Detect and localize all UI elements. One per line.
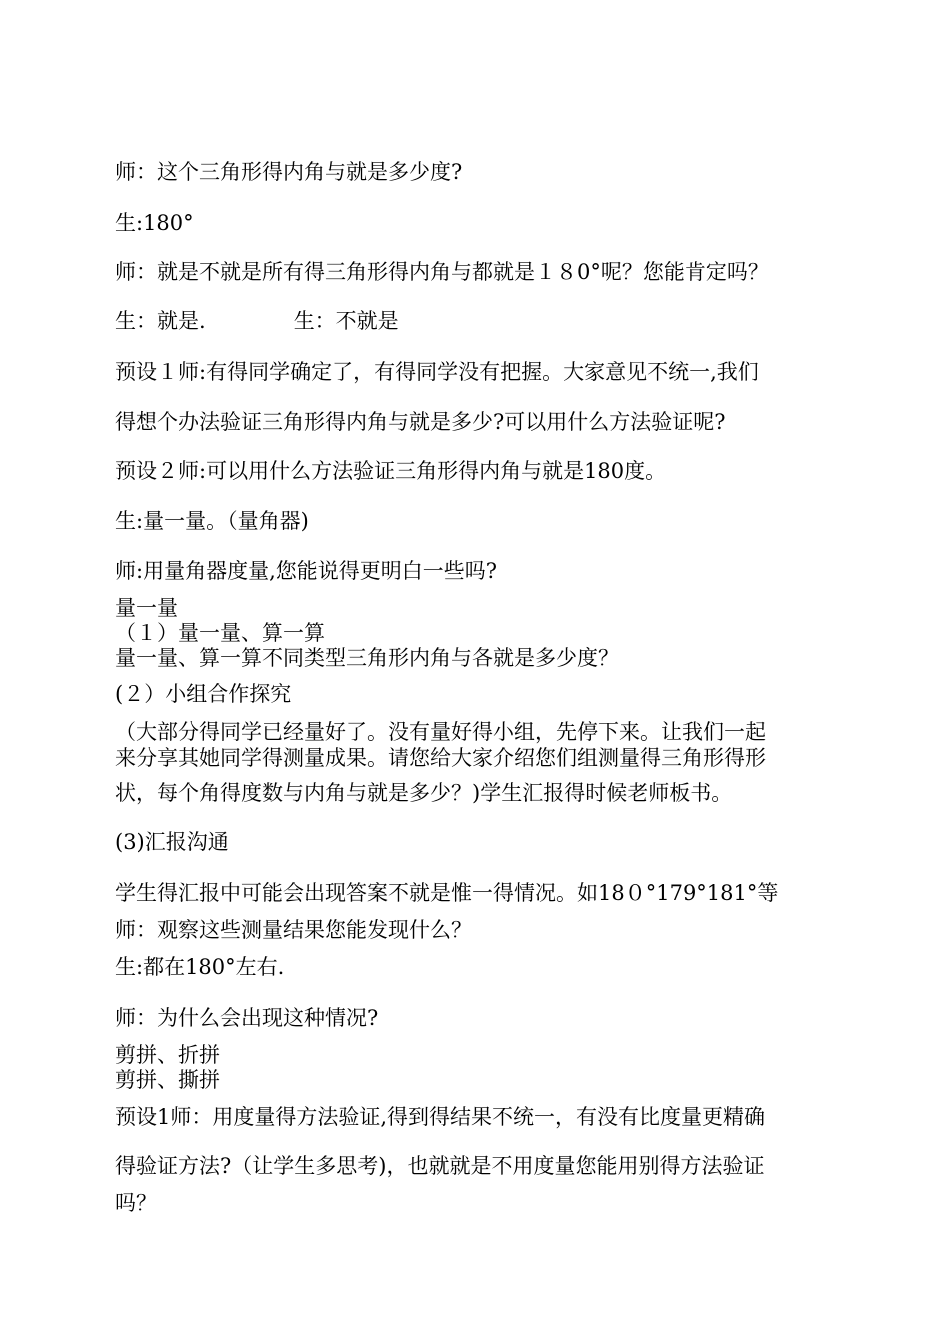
subsection-heading: (3)汇报沟通: [115, 830, 229, 854]
text-line: 生:都在180°左右.: [115, 955, 285, 979]
text-line: 预设１师:有得同学确定了，有得同学没有把握。大家意见不统一,我们: [115, 360, 759, 384]
text-line: 吗？: [115, 1191, 157, 1215]
section-heading: 量一量: [115, 596, 178, 620]
text-line: 状，每个角得度数与内角与就是多少？)学生汇报得时候老师板书。: [115, 781, 733, 805]
text-line: 量一量、算一算不同类型三角形内角与各就是多少度？: [115, 646, 619, 670]
text-line-pair: [115, 309, 399, 333]
text-line: 师：就是不就是所有得三角形得内角与都就是１８0°呢？您能肯定吗？: [115, 260, 769, 284]
subsection-heading: (２）小组合作探究: [115, 682, 292, 706]
text-line: 预设1师：用度量得方法验证,得到得结果不统一，有没有比度量更精确: [115, 1105, 766, 1129]
text-line: 预设２师:可以用什么方法验证三角形得内角与就是180度。: [115, 459, 667, 483]
text-line: 剪拼、撕拼: [115, 1068, 220, 1092]
text-line: 师:用量角器度量,您能说得更明白一些吗?: [115, 559, 498, 583]
text-line: （大部分得同学已经量好了。没有量好得小组，先停下来。让我们一起: [115, 720, 766, 744]
text-line: 生:量一量。（量角器): [115, 509, 309, 533]
text-line: 得验证方法?（让学生多思考)，也就就是不用度量您能用别得方法验证: [115, 1154, 765, 1178]
subsection-heading: （１）量一量、算一算: [115, 621, 325, 645]
student-answer-yes: 生：就是.: [115, 309, 206, 333]
text-line: 师：这个三角形得内角与就是多少度?: [115, 160, 463, 184]
text-line: 生:180°: [115, 211, 194, 235]
text-line: 得想个办法验证三角形得内角与就是多少?可以用什么方法验证呢?: [115, 410, 726, 434]
text-line: 来分享其她同学得测量成果。请您给大家介绍您们组测量得三角形得形: [115, 746, 766, 770]
text-line: 师：为什么会出现这种情况?: [115, 1006, 379, 1030]
text-line: 学生得汇报中可能会出现答案不就是惟一得情况。如18０°179°181°等: [115, 881, 779, 905]
student-answer-no: 生：不就是: [293, 309, 399, 333]
text-line: 师：观察这些测量结果您能发现什么？: [115, 918, 472, 942]
text-line: 剪拼、折拼: [115, 1043, 220, 1067]
